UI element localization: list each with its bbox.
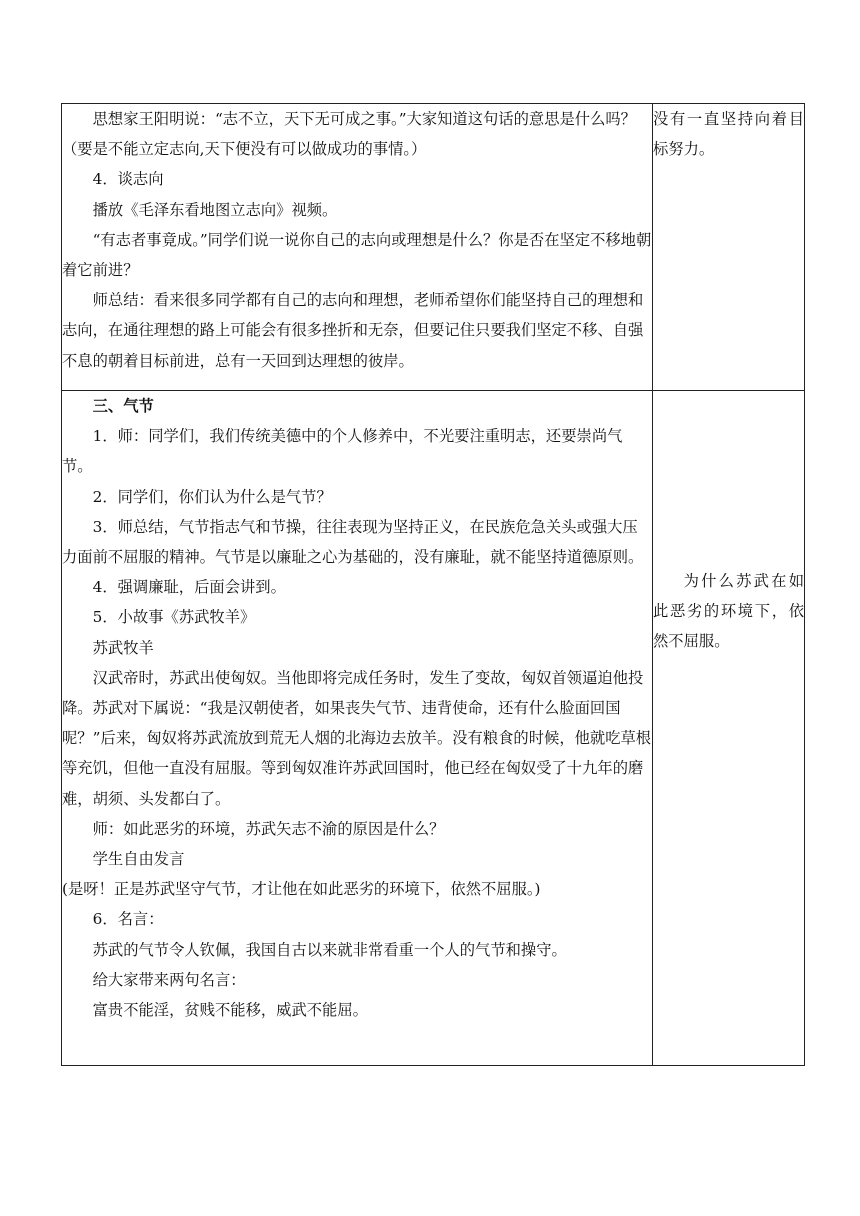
- paragraph: 1．师：同学们，我们传统美德中的个人修养中，不光要注重明志，还要崇尚气节。: [62, 427, 623, 476]
- paragraph: (是呀！正是苏武坚守气节，才让他在如此恶劣的环境下，依然不屈服。): [62, 880, 541, 899]
- design-intent-cell: [653, 104, 805, 391]
- teaching-process-cell: [62, 104, 653, 391]
- section-item: 4．谈志向: [92, 170, 164, 189]
- design-intent-cell: [653, 391, 805, 1066]
- paragraph: 4．强调廉耻，后面会讲到。: [92, 578, 286, 597]
- paragraph: 学生自由发言: [92, 850, 185, 869]
- paragraph: 苏武的气节令人钦佩，我国自古以来就非常看重一个人的气节和操守。: [92, 940, 567, 959]
- paragraph: 给大家带来两句名言：: [92, 970, 246, 989]
- paragraph: 2．同学们，你们认为什么是气节？: [92, 487, 332, 506]
- paragraph: 播放《毛泽东看地图立志向》视频。: [92, 200, 338, 219]
- paragraph: 师总结：看来很多同学都有自己的志向和理想，老师希望你们能坚持自己的理想和志向，在通往理想的路上可能会有很多挫折和无奈，但要记住只要我们坚定不移、自强不息的朝着目标前进，总有一天回到达理想的彼岸。: [62, 291, 644, 370]
- table-row: [62, 104, 805, 391]
- lesson-plan-table: [61, 103, 805, 1066]
- paragraph: 3．师总结，气节指志气和节操，往往表现为坚持正义，在民族危急关头或强大压力面前不屈服的精神。气节是以廉耻之心为基础的，没有廉耻，就不能坚持道德原则。: [62, 517, 644, 567]
- paragraph: “有志者事竟成。”同学们说一说你自己的志向或理想是什么？你是否在坚定不移地朝着它前进？: [62, 230, 652, 280]
- teaching-process-cell: [62, 391, 653, 1066]
- paragraph: 师：如此恶劣的环境，苏武矢志不渝的原因是什么？: [92, 819, 445, 838]
- design-intent-block: [653, 391, 804, 657]
- paragraph: 6．名言：: [92, 910, 164, 929]
- design-intent-text: 为什么苏武在如此恶劣的环境下，依然不屈服。: [653, 572, 804, 651]
- table-row: [62, 391, 805, 1066]
- story-title: 苏武牧羊: [92, 638, 154, 657]
- quote-paragraph: 思想家王阳明说：“志不立，天下无可成之事。”大家知道这句话的意思是什么吗？（要是不能立定志向,天下便没有可以做成功的事情。）: [62, 110, 636, 159]
- paragraph: 5．小故事《苏武牧羊》: [92, 608, 256, 627]
- section-heading: 三、气节: [92, 397, 154, 415]
- story-paragraph: 汉武帝时，苏武出使匈奴。当他即将完成任务时，发生了变故，匈奴首领逼迫他投降。苏武对下属说：“我是汉朝使者，如果丧失气节、违背使命，还有什么脸面回国呢？”后来，匈奴将苏武流放到荒无人烟的北海边去放羊。没有粮食的时候，他就吃草根等充饥，但他一直没有屈服。等到匈奴准许苏武回国时，他已经在匈奴受了十九年的磨难，胡须、头发都白了。: [62, 668, 652, 808]
- quote-paragraph: 富贵不能淫，贫贱不能移，威武不能屈。: [92, 1001, 368, 1020]
- design-intent-text: 没有一直坚持向着目标努力。: [653, 110, 804, 159]
